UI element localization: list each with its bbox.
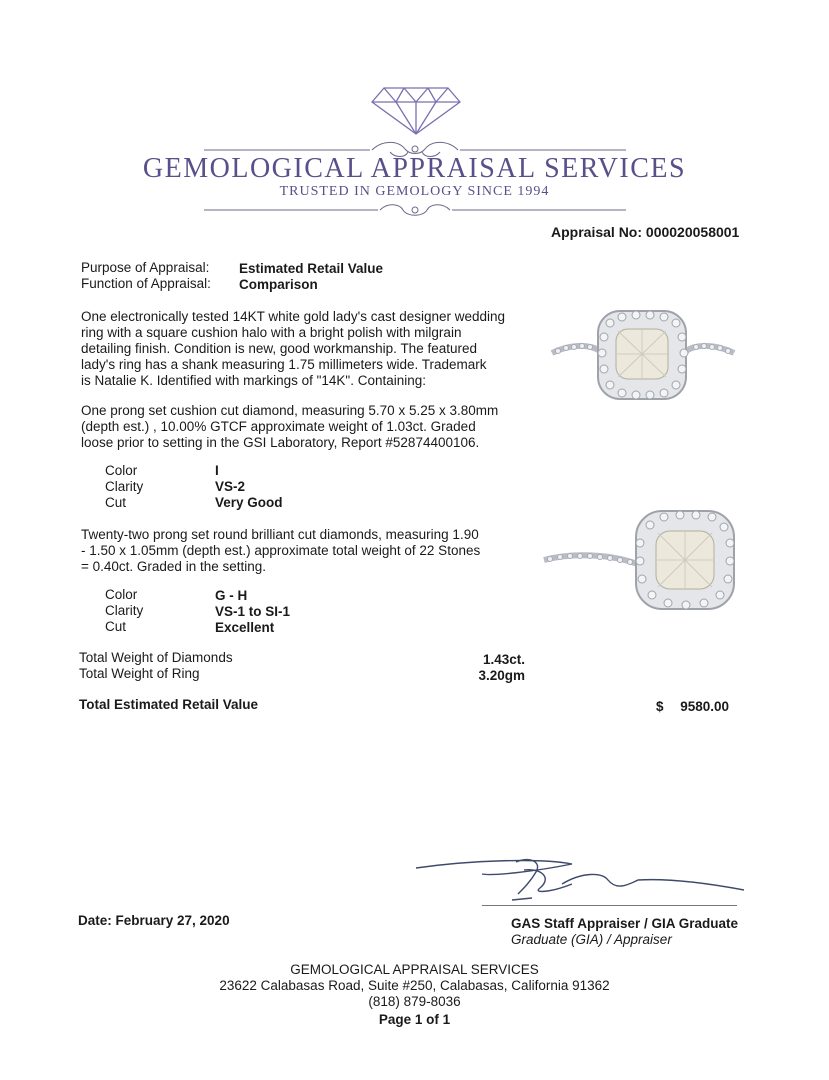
company-logo-title: GEMOLOGICAL APPRAISAL SERVICES bbox=[142, 153, 687, 184]
purpose-label: Purpose of Appraisal: bbox=[81, 260, 210, 275]
description-paragraph: One electronically tested 14KT white gold lady's cast designer wedding ring with a square cushion halo with a bright polish with milgrain detailing finish. Condition is new, good workmanship. The featured lady's ring has a shank measuring 1.75 millimeters wide. Trademark is Natalie K. Identified with markings of "14K". Containing: bbox=[81, 309, 506, 388]
signatory-title: GAS Staff Appraiser / GIA Graduate bbox=[511, 916, 739, 931]
center-color-label: Color bbox=[105, 463, 138, 478]
total-diamonds-value: 1.43ct. bbox=[482, 652, 525, 667]
signature-image bbox=[412, 850, 752, 910]
side-stones-paragraph: Twenty-two prong set round brilliant cut diamonds, measuring 1.90 - 1.50 x 1.05mm (depth est.) approximate total weight of 22 Stones = 0.40ct. Graded in the setting. bbox=[81, 527, 481, 574]
center-cut-label: Cut bbox=[105, 495, 127, 510]
ring-photo-side bbox=[540, 505, 740, 615]
side-cut-value: Excellent bbox=[215, 620, 275, 635]
function-value: Comparison bbox=[239, 277, 318, 292]
center-cut-value: Very Good bbox=[215, 495, 283, 510]
side-cut-label: Cut bbox=[105, 619, 127, 634]
side-color-label: Color bbox=[105, 587, 138, 602]
side-clarity-value: VS-1 to SI-1 bbox=[215, 604, 291, 619]
footer-company: GEMOLOGICAL APPRAISAL SERVICES bbox=[290, 962, 539, 977]
footer-page-number: Page 1 of 1 bbox=[378, 1012, 451, 1027]
appraisal-number: Appraisal No: 000020058001 bbox=[551, 224, 740, 240]
company-tagline: TRUSTED IN GEMOLOGY SINCE 1994 bbox=[279, 184, 550, 199]
center-clarity-value: VS-2 bbox=[215, 479, 246, 494]
footer-address: 23622 Calabasas Road, Suite #250, Calabasas, California 91362 bbox=[219, 978, 610, 993]
total-retail-value: 9580.00 bbox=[680, 699, 729, 714]
currency-symbol: $ bbox=[656, 699, 664, 714]
side-clarity-label: Clarity bbox=[105, 603, 144, 618]
signatory-subtitle: Graduate (GIA) / Appraiser bbox=[511, 932, 672, 947]
side-color-value: G - H bbox=[215, 588, 248, 603]
total-ring-value: 3.20gm bbox=[478, 668, 525, 683]
center-clarity-label: Clarity bbox=[105, 479, 144, 494]
center-color-value: I bbox=[215, 463, 219, 478]
footer-phone: (818) 879-8036 bbox=[368, 994, 461, 1009]
total-ring-label: Total Weight of Ring bbox=[79, 666, 200, 681]
total-diamonds-label: Total Weight of Diamonds bbox=[79, 650, 233, 665]
bottom-flourish-icon bbox=[200, 200, 630, 222]
center-stone-paragraph: One prong set cushion cut diamond, measuring 5.70 x 5.25 x 3.80mm (depth est.) , 10.00% GTCF approximate weight of 1.03ct. Graded loose prior to setting in the GSI Laboratory, Report #52874400106. bbox=[81, 403, 499, 450]
function-label: Function of Appraisal: bbox=[81, 276, 211, 291]
signature-line bbox=[482, 905, 737, 906]
ring-photo-top bbox=[548, 305, 738, 405]
purpose-value: Estimated Retail Value bbox=[239, 261, 384, 276]
total-retail-label: Total Estimated Retail Value bbox=[79, 697, 259, 712]
appraisal-date: Date: February 27, 2020 bbox=[78, 913, 230, 928]
diamond-icon bbox=[370, 86, 462, 136]
